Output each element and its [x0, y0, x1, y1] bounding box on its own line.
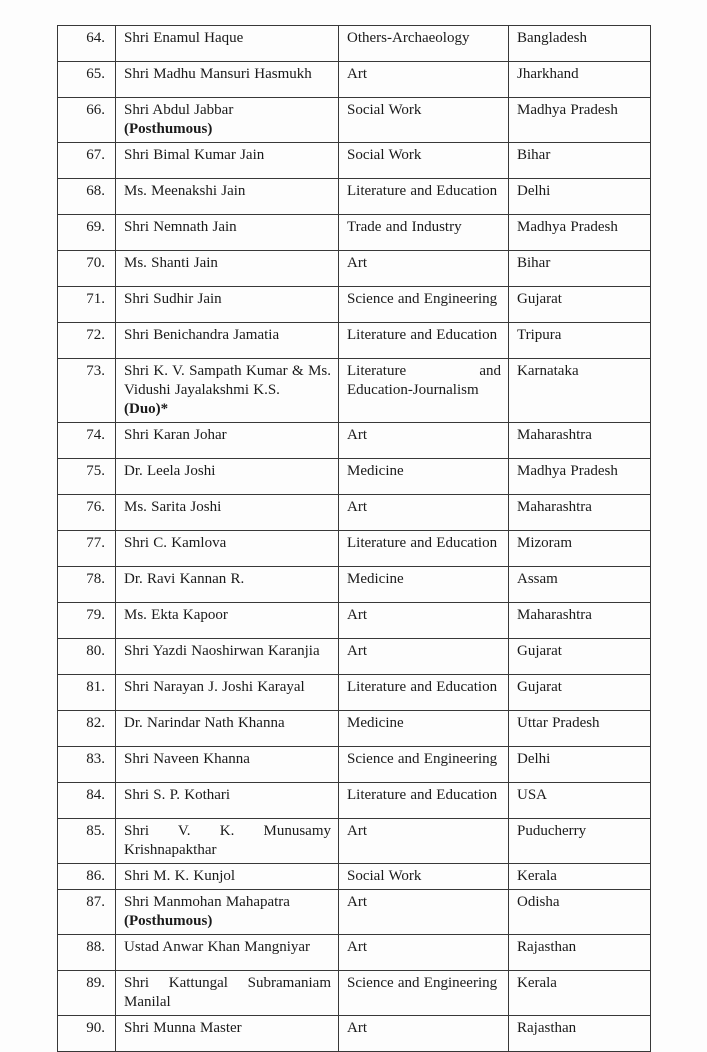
name-cell-text: Shri Narayan J. Joshi Karayal	[124, 679, 305, 695]
serial-cell	[58, 890, 116, 935]
serial-cell	[58, 864, 116, 890]
posthumous-duo-label: (Posthumous)	[124, 913, 213, 929]
state-cell-text: Delhi	[517, 751, 551, 767]
state-cell-text: Maharashtra	[517, 427, 592, 443]
name-cell	[116, 251, 339, 287]
name-cell	[116, 639, 339, 675]
field-cell	[339, 179, 509, 215]
serial-cell-text: 76.	[86, 499, 105, 515]
name-cell	[116, 143, 339, 179]
field-cell	[339, 215, 509, 251]
name-cell-text: Shri Karan Johar	[124, 427, 227, 443]
field-cell	[339, 819, 509, 864]
table-row	[58, 423, 651, 459]
name-cell	[116, 495, 339, 531]
serial-cell-text: 85.	[86, 823, 105, 839]
serial-cell	[58, 1016, 116, 1052]
state-cell	[509, 62, 651, 98]
serial-cell	[58, 783, 116, 819]
state-cell	[509, 603, 651, 639]
name-cell	[116, 62, 339, 98]
name-cell	[116, 864, 339, 890]
serial-cell-text: 67.	[86, 147, 105, 163]
field-cell	[339, 864, 509, 890]
awardees-table	[57, 25, 651, 1052]
name-cell	[116, 531, 339, 567]
serial-cell-text: 82.	[86, 715, 105, 731]
state-cell	[509, 143, 651, 179]
state-cell-text: Kerala	[517, 868, 557, 884]
state-cell-text: Bihar	[517, 147, 551, 163]
table-row	[58, 251, 651, 287]
table-row	[58, 935, 651, 971]
name-cell	[116, 971, 339, 1016]
field-cell-text: Art	[347, 255, 367, 271]
serial-cell	[58, 495, 116, 531]
table-row	[58, 323, 651, 359]
name-cell-text: Shri Munna Master	[124, 1020, 242, 1036]
serial-cell-text: 68.	[86, 183, 105, 199]
field-cell	[339, 143, 509, 179]
name-cell-text: Shri Manmohan Mahapatra	[124, 894, 290, 910]
serial-cell	[58, 423, 116, 459]
field-cell	[339, 323, 509, 359]
serial-cell-text: 89.	[86, 975, 105, 991]
field-cell	[339, 639, 509, 675]
state-cell-text: Mizoram	[517, 535, 572, 551]
table-row	[58, 783, 651, 819]
table-row	[58, 567, 651, 603]
state-cell	[509, 26, 651, 62]
table-row	[58, 531, 651, 567]
serial-cell	[58, 639, 116, 675]
table-row	[58, 62, 651, 98]
table-row	[58, 864, 651, 890]
serial-cell	[58, 675, 116, 711]
field-cell	[339, 675, 509, 711]
state-cell-text: Puducherry	[517, 823, 587, 839]
field-cell-text: Art	[347, 66, 367, 82]
serial-cell	[58, 603, 116, 639]
table-row	[58, 819, 651, 864]
name-cell	[116, 935, 339, 971]
state-cell-text: Gujarat	[517, 291, 562, 307]
state-cell	[509, 890, 651, 935]
name-cell-text: Ms. Sarita Joshi	[124, 499, 222, 515]
serial-cell-text: 71.	[86, 291, 105, 307]
state-cell-text: Karnataka	[517, 363, 579, 379]
serial-cell-text: 84.	[86, 787, 105, 803]
name-cell-text: Shri C. Kamlova	[124, 535, 227, 551]
serial-cell-text: 90.	[86, 1020, 105, 1036]
table-row	[58, 459, 651, 495]
state-cell	[509, 567, 651, 603]
serial-cell-text: 77.	[86, 535, 105, 551]
state-cell	[509, 864, 651, 890]
table-row	[58, 495, 651, 531]
name-cell-text: Shri M. K. Kunjol	[124, 868, 236, 884]
name-cell	[116, 890, 339, 935]
field-cell-text: Art	[347, 1020, 367, 1036]
serial-cell	[58, 26, 116, 62]
state-cell-text: USA	[517, 787, 548, 803]
table-row	[58, 98, 651, 143]
serial-cell	[58, 215, 116, 251]
state-cell-text: Madhya Pradesh	[517, 463, 618, 479]
field-cell	[339, 567, 509, 603]
field-cell-text: Literature and Education	[347, 535, 498, 551]
state-cell-text: Uttar Pradesh	[517, 715, 600, 731]
state-cell	[509, 251, 651, 287]
name-cell-text: Shri Benichandra Jamatia	[124, 327, 280, 343]
field-cell-text: Science and Engineering	[347, 291, 498, 307]
field-cell	[339, 287, 509, 323]
state-cell-text: Rajasthan	[517, 1020, 577, 1036]
name-cell-text: Shri S. P. Kothari	[124, 787, 231, 803]
field-cell-text: Art	[347, 427, 367, 443]
name-cell	[116, 747, 339, 783]
serial-cell-text: 65.	[86, 66, 105, 82]
field-cell-text: Art	[347, 607, 367, 623]
state-cell-text: Tripura	[517, 327, 562, 343]
state-cell	[509, 1016, 651, 1052]
field-cell-text: Art	[347, 499, 367, 515]
field-cell-text: Social Work	[347, 147, 422, 163]
field-cell-text: Art	[347, 823, 367, 839]
field-cell	[339, 26, 509, 62]
serial-cell-text: 79.	[86, 607, 105, 623]
name-cell	[116, 423, 339, 459]
field-cell	[339, 1016, 509, 1052]
name-cell	[116, 675, 339, 711]
serial-cell-text: 73.	[86, 363, 105, 379]
field-cell-text: Literature and Education	[347, 679, 498, 695]
state-cell	[509, 98, 651, 143]
name-cell-text: Shri Bimal Kumar Jain	[124, 147, 265, 163]
serial-cell	[58, 62, 116, 98]
field-cell-text: Trade and Industry	[347, 219, 462, 235]
serial-cell	[58, 98, 116, 143]
name-cell-text: Shri Abdul Jabbar	[124, 102, 234, 118]
name-cell-text: Shri Kattungal Subramaniam Manilal	[124, 975, 331, 1010]
serial-cell-text: 70.	[86, 255, 105, 271]
serial-cell-text: 81.	[86, 679, 105, 695]
serial-cell	[58, 359, 116, 423]
serial-cell	[58, 935, 116, 971]
field-cell-text: Social Work	[347, 102, 422, 118]
table-row	[58, 26, 651, 62]
name-cell	[116, 819, 339, 864]
field-cell-text: Literature and Education-Journalism	[347, 363, 501, 398]
serial-cell	[58, 287, 116, 323]
field-cell	[339, 971, 509, 1016]
name-cell-text: Shri Yazdi Naoshirwan Karanjia	[124, 643, 320, 659]
table-row	[58, 603, 651, 639]
serial-cell-text: 72.	[86, 327, 105, 343]
field-cell-text: Science and Engineering	[347, 751, 498, 767]
state-cell	[509, 819, 651, 864]
table-row	[58, 1016, 651, 1052]
field-cell	[339, 711, 509, 747]
state-cell	[509, 359, 651, 423]
state-cell	[509, 215, 651, 251]
field-cell-text: Medicine	[347, 463, 404, 479]
field-cell	[339, 62, 509, 98]
awardees-table-body	[58, 26, 651, 1052]
serial-cell	[58, 143, 116, 179]
table-row	[58, 890, 651, 935]
state-cell	[509, 179, 651, 215]
field-cell	[339, 359, 509, 423]
field-cell-text: Literature and Education	[347, 183, 498, 199]
state-cell	[509, 711, 651, 747]
posthumous-duo-label: (Posthumous)	[124, 121, 213, 137]
table-row	[58, 179, 651, 215]
state-cell-text: Delhi	[517, 183, 551, 199]
field-cell-text: Medicine	[347, 715, 404, 731]
posthumous-duo-label: (Duo)*	[124, 401, 169, 417]
state-cell-text: Madhya Pradesh	[517, 219, 618, 235]
table-row	[58, 971, 651, 1016]
name-cell-text: Dr. Narindar Nath Khanna	[124, 715, 285, 731]
field-cell	[339, 495, 509, 531]
serial-cell	[58, 711, 116, 747]
serial-cell-text: 64.	[86, 30, 105, 46]
serial-cell-text: 66.	[86, 102, 105, 118]
state-cell-text: Bihar	[517, 255, 551, 271]
name-cell-text: Shri Sudhir Jain	[124, 291, 222, 307]
serial-cell-text: 86.	[86, 868, 105, 884]
field-cell	[339, 890, 509, 935]
name-cell-text: Ustad Anwar Khan Mangniyar	[124, 939, 311, 955]
state-cell-text: Bangladesh	[517, 30, 587, 46]
name-cell-text: Shri Enamul Haque	[124, 30, 244, 46]
name-cell-text: Shri K. V. Sampath Kumar & Ms. Vidushi Jayalakshmi K.S.	[124, 363, 331, 398]
state-cell	[509, 639, 651, 675]
name-cell	[116, 783, 339, 819]
field-cell	[339, 251, 509, 287]
name-cell	[116, 459, 339, 495]
name-cell-text: Shri Naveen Khanna	[124, 751, 250, 767]
field-cell-text: Medicine	[347, 571, 404, 587]
state-cell	[509, 783, 651, 819]
field-cell-text: Art	[347, 643, 367, 659]
serial-cell-text: 78.	[86, 571, 105, 587]
field-cell-text: Art	[347, 894, 367, 910]
field-cell-text: Literature and Education	[347, 327, 498, 343]
table-row	[58, 639, 651, 675]
table-row	[58, 675, 651, 711]
field-cell	[339, 935, 509, 971]
field-cell	[339, 98, 509, 143]
state-cell	[509, 423, 651, 459]
name-cell-text: Ms. Shanti Jain	[124, 255, 218, 271]
state-cell	[509, 495, 651, 531]
serial-cell	[58, 179, 116, 215]
name-cell-text: Shri Nemnath Jain	[124, 219, 237, 235]
field-cell-text: Art	[347, 939, 367, 955]
serial-cell	[58, 251, 116, 287]
serial-cell-text: 69.	[86, 219, 105, 235]
state-cell	[509, 935, 651, 971]
field-cell	[339, 531, 509, 567]
serial-cell	[58, 747, 116, 783]
field-cell	[339, 423, 509, 459]
table-row	[58, 359, 651, 423]
field-cell-text: Science and Engineering	[347, 975, 498, 991]
serial-cell	[58, 323, 116, 359]
name-cell	[116, 323, 339, 359]
serial-cell-text: 83.	[86, 751, 105, 767]
state-cell	[509, 747, 651, 783]
state-cell	[509, 287, 651, 323]
state-cell	[509, 459, 651, 495]
name-cell	[116, 26, 339, 62]
state-cell-text: Assam	[517, 571, 558, 587]
name-cell	[116, 603, 339, 639]
name-cell-text: Dr. Ravi Kannan R.	[124, 571, 245, 587]
name-cell	[116, 179, 339, 215]
name-cell	[116, 711, 339, 747]
field-cell	[339, 783, 509, 819]
field-cell	[339, 603, 509, 639]
name-cell-text: Dr. Leela Joshi	[124, 463, 216, 479]
serial-cell-text: 75.	[86, 463, 105, 479]
state-cell-text: Rajasthan	[517, 939, 577, 955]
table-row	[58, 287, 651, 323]
state-cell-text: Maharashtra	[517, 499, 592, 515]
serial-cell	[58, 459, 116, 495]
serial-cell	[58, 819, 116, 864]
serial-cell-text: 80.	[86, 643, 105, 659]
state-cell	[509, 675, 651, 711]
serial-cell	[58, 567, 116, 603]
name-cell	[116, 98, 339, 143]
name-cell-text: Ms. Meenakshi Jain	[124, 183, 246, 199]
name-cell	[116, 215, 339, 251]
table-row	[58, 143, 651, 179]
state-cell-text: Madhya Pradesh	[517, 102, 618, 118]
field-cell	[339, 459, 509, 495]
name-cell-text: Shri V. K. Munusamy Krishnapakthar	[124, 823, 331, 858]
state-cell-text: Kerala	[517, 975, 557, 991]
name-cell	[116, 1016, 339, 1052]
state-cell	[509, 323, 651, 359]
name-cell	[116, 287, 339, 323]
field-cell-text: Others-Archaeology	[347, 30, 470, 46]
name-cell	[116, 567, 339, 603]
name-cell	[116, 359, 339, 423]
state-cell-text: Jharkhand	[517, 66, 579, 82]
state-cell-text: Gujarat	[517, 679, 562, 695]
serial-cell	[58, 531, 116, 567]
state-cell	[509, 531, 651, 567]
table-row	[58, 215, 651, 251]
serial-cell-text: 87.	[86, 894, 105, 910]
name-cell-text: Ms. Ekta Kapoor	[124, 607, 228, 623]
table-row	[58, 711, 651, 747]
field-cell	[339, 747, 509, 783]
state-cell-text: Gujarat	[517, 643, 562, 659]
field-cell-text: Social Work	[347, 868, 422, 884]
state-cell-text: Maharashtra	[517, 607, 592, 623]
serial-cell	[58, 971, 116, 1016]
serial-cell-text: 74.	[86, 427, 105, 443]
state-cell	[509, 971, 651, 1016]
serial-cell-text: 88.	[86, 939, 105, 955]
field-cell-text: Literature and Education	[347, 787, 498, 803]
name-cell-text: Shri Madhu Mansuri Hasmukh	[124, 66, 312, 82]
state-cell-text: Odisha	[517, 894, 560, 910]
table-row	[58, 747, 651, 783]
